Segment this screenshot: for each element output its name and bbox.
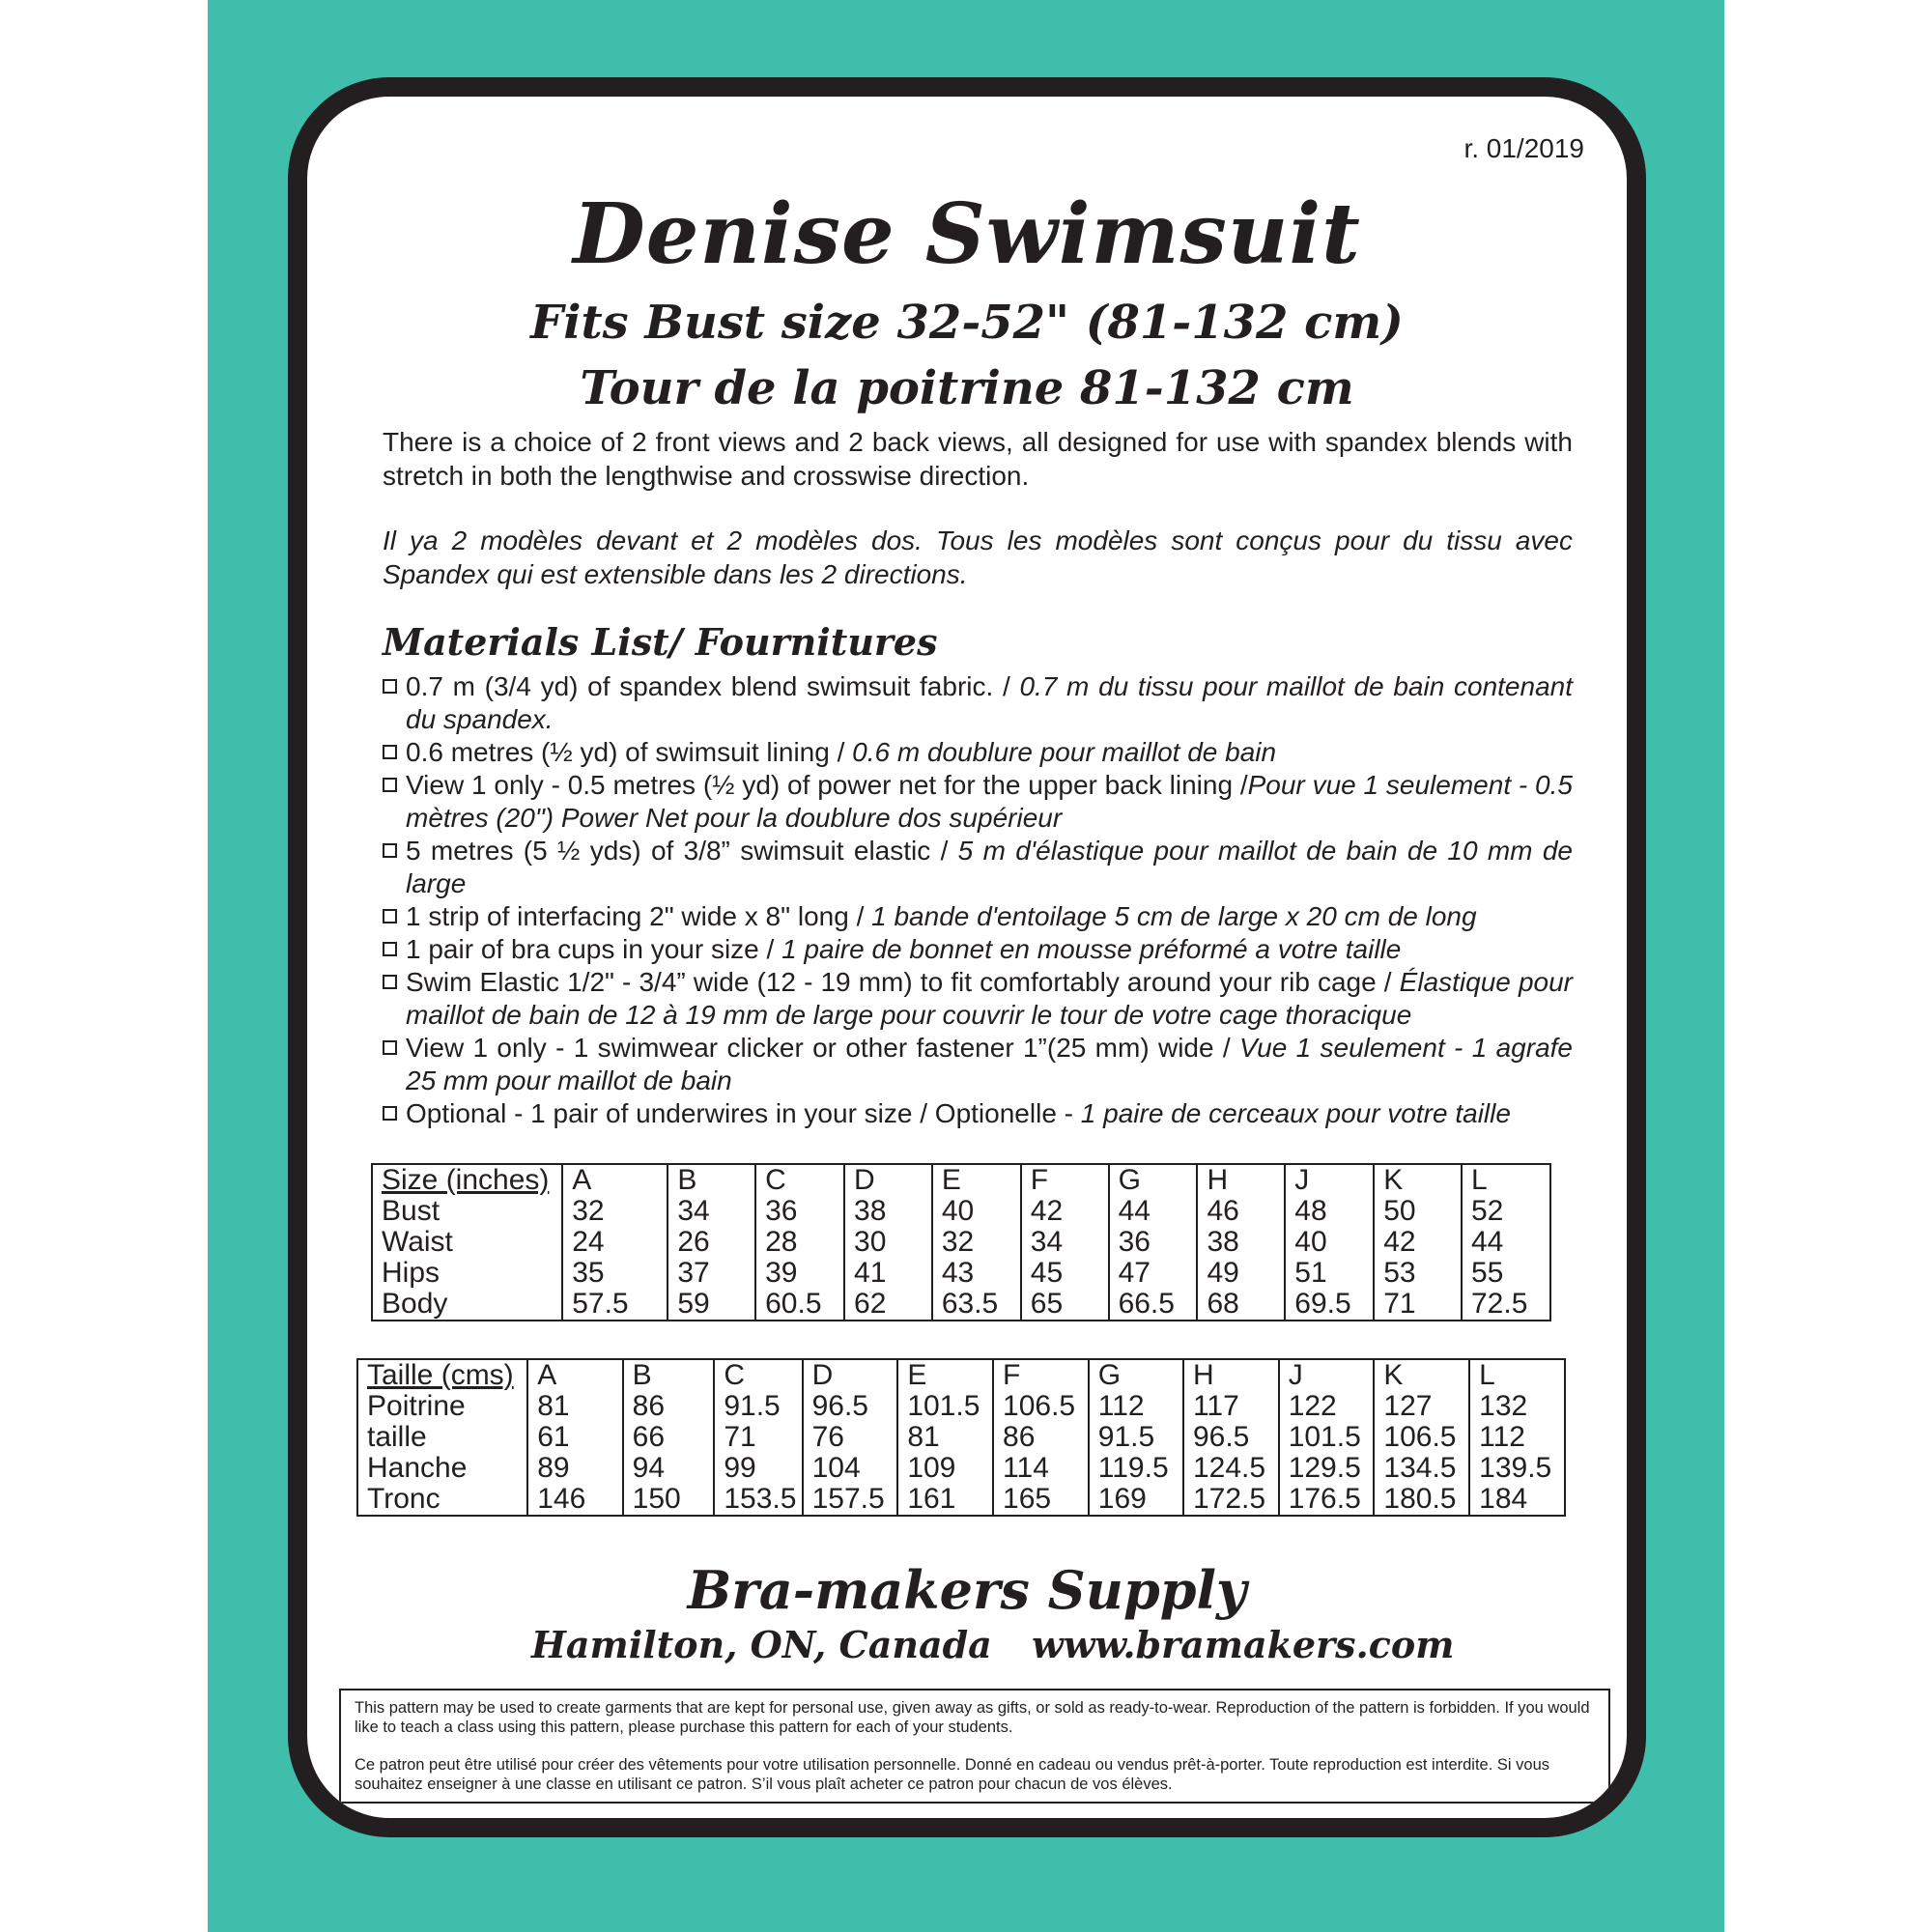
table-row-label: Bust — [372, 1196, 562, 1227]
materials-heading: Materials List/ Fournitures — [383, 620, 938, 664]
table-cell: 129.5 — [1279, 1453, 1375, 1484]
material-french: 1 paire de bonnet en mousse préformé a votre taille — [781, 934, 1402, 964]
table-cell: E — [932, 1164, 1021, 1196]
table-cell: 69.5 — [1285, 1289, 1374, 1321]
table-cell: 122 — [1279, 1391, 1375, 1422]
table-cell: F — [1021, 1164, 1109, 1196]
table-row-label: Tronc — [357, 1484, 527, 1516]
table-cell: 172.5 — [1183, 1484, 1279, 1516]
material-item — [383, 1032, 1573, 1097]
table-cell: 37 — [668, 1258, 755, 1289]
table-cell: 32 — [562, 1196, 668, 1227]
table-cell: 109 — [897, 1453, 993, 1484]
table-cell: A — [527, 1359, 622, 1391]
table-cell: 106.5 — [1374, 1422, 1469, 1453]
table-row — [357, 1391, 1565, 1422]
table-row — [357, 1484, 1565, 1516]
checkbox-icon — [383, 1106, 397, 1121]
license-french: Ce patron peut être utilisé pour créer des vêtements pour votre utilisation personnelle. Donné en cadeau ou vendus prêt-à-porter. Toute reproduction est interdite. Si vous souhaitez enseigner à une classe en utilisant ce patron. S’il vous plaît acheter ce patron pour chacun de vos élèves. — [355, 1756, 1550, 1793]
table-row — [372, 1227, 1550, 1258]
table-cell: 65 — [1021, 1289, 1109, 1321]
table-cell: E — [897, 1359, 993, 1391]
subtitle-french: Tour de la poitrine 81-132 cm — [580, 361, 1354, 415]
table-row — [372, 1289, 1550, 1321]
material-french: Élastique pour maillot de bain de 12 à 19 mm de large pour couvrir le tour de votre cage thoracique — [406, 967, 1573, 1030]
materials-list — [383, 670, 1573, 1130]
table-cell: L — [1462, 1164, 1550, 1196]
table-cell: J — [1285, 1164, 1374, 1196]
table-cell: 28 — [755, 1227, 844, 1258]
table-row — [372, 1258, 1550, 1289]
table-cell: 38 — [1197, 1227, 1285, 1258]
material-french: Vue 1 seulement - 1 agrafe 25 mm pour maillot de bain — [406, 1033, 1574, 1095]
table-cell: 32 — [932, 1227, 1021, 1258]
table-cell: 124.5 — [1183, 1453, 1279, 1484]
table-cell: 42 — [1374, 1227, 1462, 1258]
license-english: This pattern may be used to create garments that are kept for personal use, given away as gifts, or sold as ready-to-wear. Reproduction of the pattern is forbidden. If you would like to teach a class using this pattern, please purchase this pattern for each of your students. — [355, 1699, 1590, 1736]
table-cell: 44 — [1462, 1227, 1550, 1258]
table-cell: 86 — [623, 1391, 715, 1422]
table-cell: 86 — [993, 1422, 1089, 1453]
table-cell: 127 — [1374, 1391, 1469, 1422]
table-cell: 96.5 — [803, 1391, 898, 1422]
table-cell: 132 — [1469, 1391, 1565, 1422]
table-cell: 35 — [562, 1258, 668, 1289]
table-cell: 119.5 — [1089, 1453, 1183, 1484]
table-cell: B — [668, 1164, 755, 1196]
table-cell: 180.5 — [1374, 1484, 1469, 1516]
material-item — [383, 670, 1573, 736]
table-cell: 51 — [1285, 1258, 1374, 1289]
table-cell: 53 — [1374, 1258, 1462, 1289]
table-cell: 71 — [1374, 1289, 1462, 1321]
table-cell: 112 — [1469, 1422, 1565, 1453]
pattern-title: Denise Swimsuit — [573, 185, 1361, 283]
table-row-label: Body — [372, 1289, 562, 1321]
checkbox-icon — [383, 843, 397, 858]
material-english: 0.7 m (3/4 yd) of spandex blend swimsuit fabric. / — [406, 671, 1020, 701]
material-english: Swim Elastic 1/2" - 3/4” wide (12 - 19 mm) to fit comfortably around your rib cage / — [406, 967, 1400, 997]
table-header-row — [357, 1359, 1565, 1391]
material-item — [383, 900, 1573, 933]
table-cell: 45 — [1021, 1258, 1109, 1289]
table-row-label: Taille (cms) — [357, 1359, 527, 1391]
size-table-inches — [371, 1163, 1551, 1321]
table-cell: 114 — [993, 1453, 1089, 1484]
material-english: 5 metres (5 ½ yds) of 3/8” swimsuit elastic / — [406, 836, 958, 866]
location-label: Hamilton, ON, Canada — [531, 1623, 992, 1666]
checkbox-icon — [383, 942, 397, 956]
table-cell: 49 — [1197, 1258, 1285, 1289]
material-item — [383, 933, 1573, 966]
table-cell: 146 — [527, 1484, 622, 1516]
table-cell: H — [1183, 1359, 1279, 1391]
material-english: Optional - 1 pair of underwires in your size / Optionelle - — [406, 1098, 1081, 1128]
table-cell: 47 — [1109, 1258, 1198, 1289]
table-cell: 66.5 — [1109, 1289, 1198, 1321]
table-cell: 99 — [714, 1453, 802, 1484]
table-row-label: Hanche — [357, 1453, 527, 1484]
table-cell: 63.5 — [932, 1289, 1021, 1321]
material-english: 1 pair of bra cups in your size / — [406, 934, 782, 964]
table-cell: 165 — [993, 1484, 1089, 1516]
table-cell: K — [1374, 1164, 1462, 1196]
table-cell: 52 — [1462, 1196, 1550, 1227]
table-cell: 112 — [1089, 1391, 1183, 1422]
table-row-label: Hips — [372, 1258, 562, 1289]
table-row — [372, 1196, 1550, 1227]
table-cell: K — [1374, 1359, 1469, 1391]
table-cell: 46 — [1197, 1196, 1285, 1227]
table-cell: C — [714, 1359, 802, 1391]
license-notice — [339, 1689, 1610, 1804]
subtitle-english: Fits Bust size 32-52" (81-132 cm) — [530, 296, 1404, 350]
table-cell: G — [1109, 1164, 1198, 1196]
table-cell: F — [993, 1359, 1089, 1391]
table-cell: 71 — [714, 1422, 802, 1453]
table-cell: 30 — [844, 1227, 932, 1258]
table-cell: 176.5 — [1279, 1484, 1375, 1516]
table-cell: 184 — [1469, 1484, 1565, 1516]
table-cell: 89 — [527, 1453, 622, 1484]
material-english: View 1 only - 0.5 metres (½ yd) of power net for the upper back lining / — [406, 770, 1248, 800]
table-cell: 150 — [623, 1484, 715, 1516]
table-header-row — [372, 1164, 1550, 1196]
table-cell: 66 — [623, 1422, 715, 1453]
table-row-label: taille — [357, 1422, 527, 1453]
table-cell: 169 — [1089, 1484, 1183, 1516]
table-cell: 117 — [1183, 1391, 1279, 1422]
table-cell: 91.5 — [1089, 1422, 1183, 1453]
material-french: 1 bande d'entoilage 5 cm de large x 20 cm de long — [871, 901, 1477, 931]
table-row — [357, 1422, 1565, 1453]
intro-french: Il ya 2 modèles devant et 2 modèles dos. Tous les modèles sont conçus pour du tissu avec Spandex qui est extensible dans les 2 directions. — [383, 526, 1573, 589]
table-cell: 104 — [803, 1453, 898, 1484]
table-cell: 106.5 — [993, 1391, 1089, 1422]
website-label: www.bramakers.com — [1032, 1623, 1455, 1666]
material-french: 1 paire de cerceaux pour votre taille — [1080, 1098, 1511, 1128]
table-cell: 38 — [844, 1196, 932, 1227]
table-cell: 44 — [1109, 1196, 1198, 1227]
table-cell: 68 — [1197, 1289, 1285, 1321]
intro-english: There is a choice of 2 front views and 2 back views, all designed for use with spandex blends with stretch in both the lengthwise and crosswise direction. — [383, 427, 1573, 491]
material-english: View 1 only - 1 swimwear clicker or other fastener 1”(25 mm) wide / — [406, 1033, 1239, 1063]
material-item — [383, 769, 1573, 835]
table-cell: 153.5 — [714, 1484, 802, 1516]
table-cell: G — [1089, 1359, 1183, 1391]
table-cell: 161 — [897, 1484, 993, 1516]
material-english: 0.6 metres (½ yd) of swimsuit lining / — [406, 737, 853, 767]
table-cell: 42 — [1021, 1196, 1109, 1227]
table-cell: 61 — [527, 1422, 622, 1453]
table-cell: 39 — [755, 1258, 844, 1289]
checkbox-icon — [383, 745, 397, 759]
checkbox-icon — [383, 1040, 397, 1055]
table-cell: 81 — [897, 1422, 993, 1453]
table-cell: 40 — [932, 1196, 1021, 1227]
material-item — [383, 736, 1573, 769]
table-cell: L — [1469, 1359, 1565, 1391]
table-cell: 36 — [755, 1196, 844, 1227]
material-item — [383, 835, 1573, 900]
material-item — [383, 966, 1573, 1032]
pattern-card — [288, 77, 1646, 1837]
table-cell: A — [562, 1164, 668, 1196]
table-row — [357, 1453, 1565, 1484]
table-cell: 62 — [844, 1289, 932, 1321]
size-table-cms — [356, 1358, 1566, 1517]
table-cell: 139.5 — [1469, 1453, 1565, 1484]
table-cell: 81 — [527, 1391, 622, 1422]
table-cell: 134.5 — [1374, 1453, 1469, 1484]
table-cell: 76 — [803, 1422, 898, 1453]
table-cell: 57.5 — [562, 1289, 668, 1321]
table-row-label: Waist — [372, 1227, 562, 1258]
table-cell: 60.5 — [755, 1289, 844, 1321]
material-english: 1 strip of interfacing 2" wide x 8" long / — [406, 901, 872, 931]
table-cell: 72.5 — [1462, 1289, 1550, 1321]
checkbox-icon — [383, 975, 397, 989]
table-cell: 101.5 — [897, 1391, 993, 1422]
table-cell: H — [1197, 1164, 1285, 1196]
material-french: 5 m d'élastique pour maillot de bain de 10 mm de large — [406, 836, 1573, 898]
table-cell: D — [844, 1164, 932, 1196]
table-cell: 55 — [1462, 1258, 1550, 1289]
table-cell: J — [1279, 1359, 1375, 1391]
table-cell: 96.5 — [1183, 1422, 1279, 1453]
material-french: 0.7 m du tissu pour maillot de bain contenant du spandex. — [406, 671, 1573, 734]
material-french: 0.6 m doublure pour maillot de bain — [852, 737, 1277, 767]
table-cell: 48 — [1285, 1196, 1374, 1227]
table-cell: 91.5 — [714, 1391, 802, 1422]
table-cell: 26 — [668, 1227, 755, 1258]
table-cell: 34 — [1021, 1227, 1109, 1258]
checkbox-icon — [383, 909, 397, 923]
table-row-label: Poitrine — [357, 1391, 527, 1422]
table-cell: 101.5 — [1279, 1422, 1375, 1453]
table-cell: 24 — [562, 1227, 668, 1258]
revision-label: r. 01/2019 — [1463, 133, 1584, 163]
material-item — [383, 1097, 1573, 1130]
table-cell: 157.5 — [803, 1484, 898, 1516]
material-french: Pour vue 1 seulement - 0.5 mètres (20") Power Net pour la doublure dos supérieur — [406, 770, 1573, 833]
table-cell: B — [623, 1359, 715, 1391]
table-cell: 43 — [932, 1258, 1021, 1289]
table-cell: D — [803, 1359, 898, 1391]
checkbox-icon — [383, 778, 397, 792]
table-cell: 59 — [668, 1289, 755, 1321]
brand-name: Bra-makers Supply — [687, 1559, 1247, 1621]
table-cell: 34 — [668, 1196, 755, 1227]
table-row-label: Size (inches) — [372, 1164, 562, 1196]
table-cell: 50 — [1374, 1196, 1462, 1227]
table-cell: 40 — [1285, 1227, 1374, 1258]
checkbox-icon — [383, 679, 397, 694]
table-cell: 94 — [623, 1453, 715, 1484]
table-cell: 36 — [1109, 1227, 1198, 1258]
table-cell: 41 — [844, 1258, 932, 1289]
table-cell: C — [755, 1164, 844, 1196]
